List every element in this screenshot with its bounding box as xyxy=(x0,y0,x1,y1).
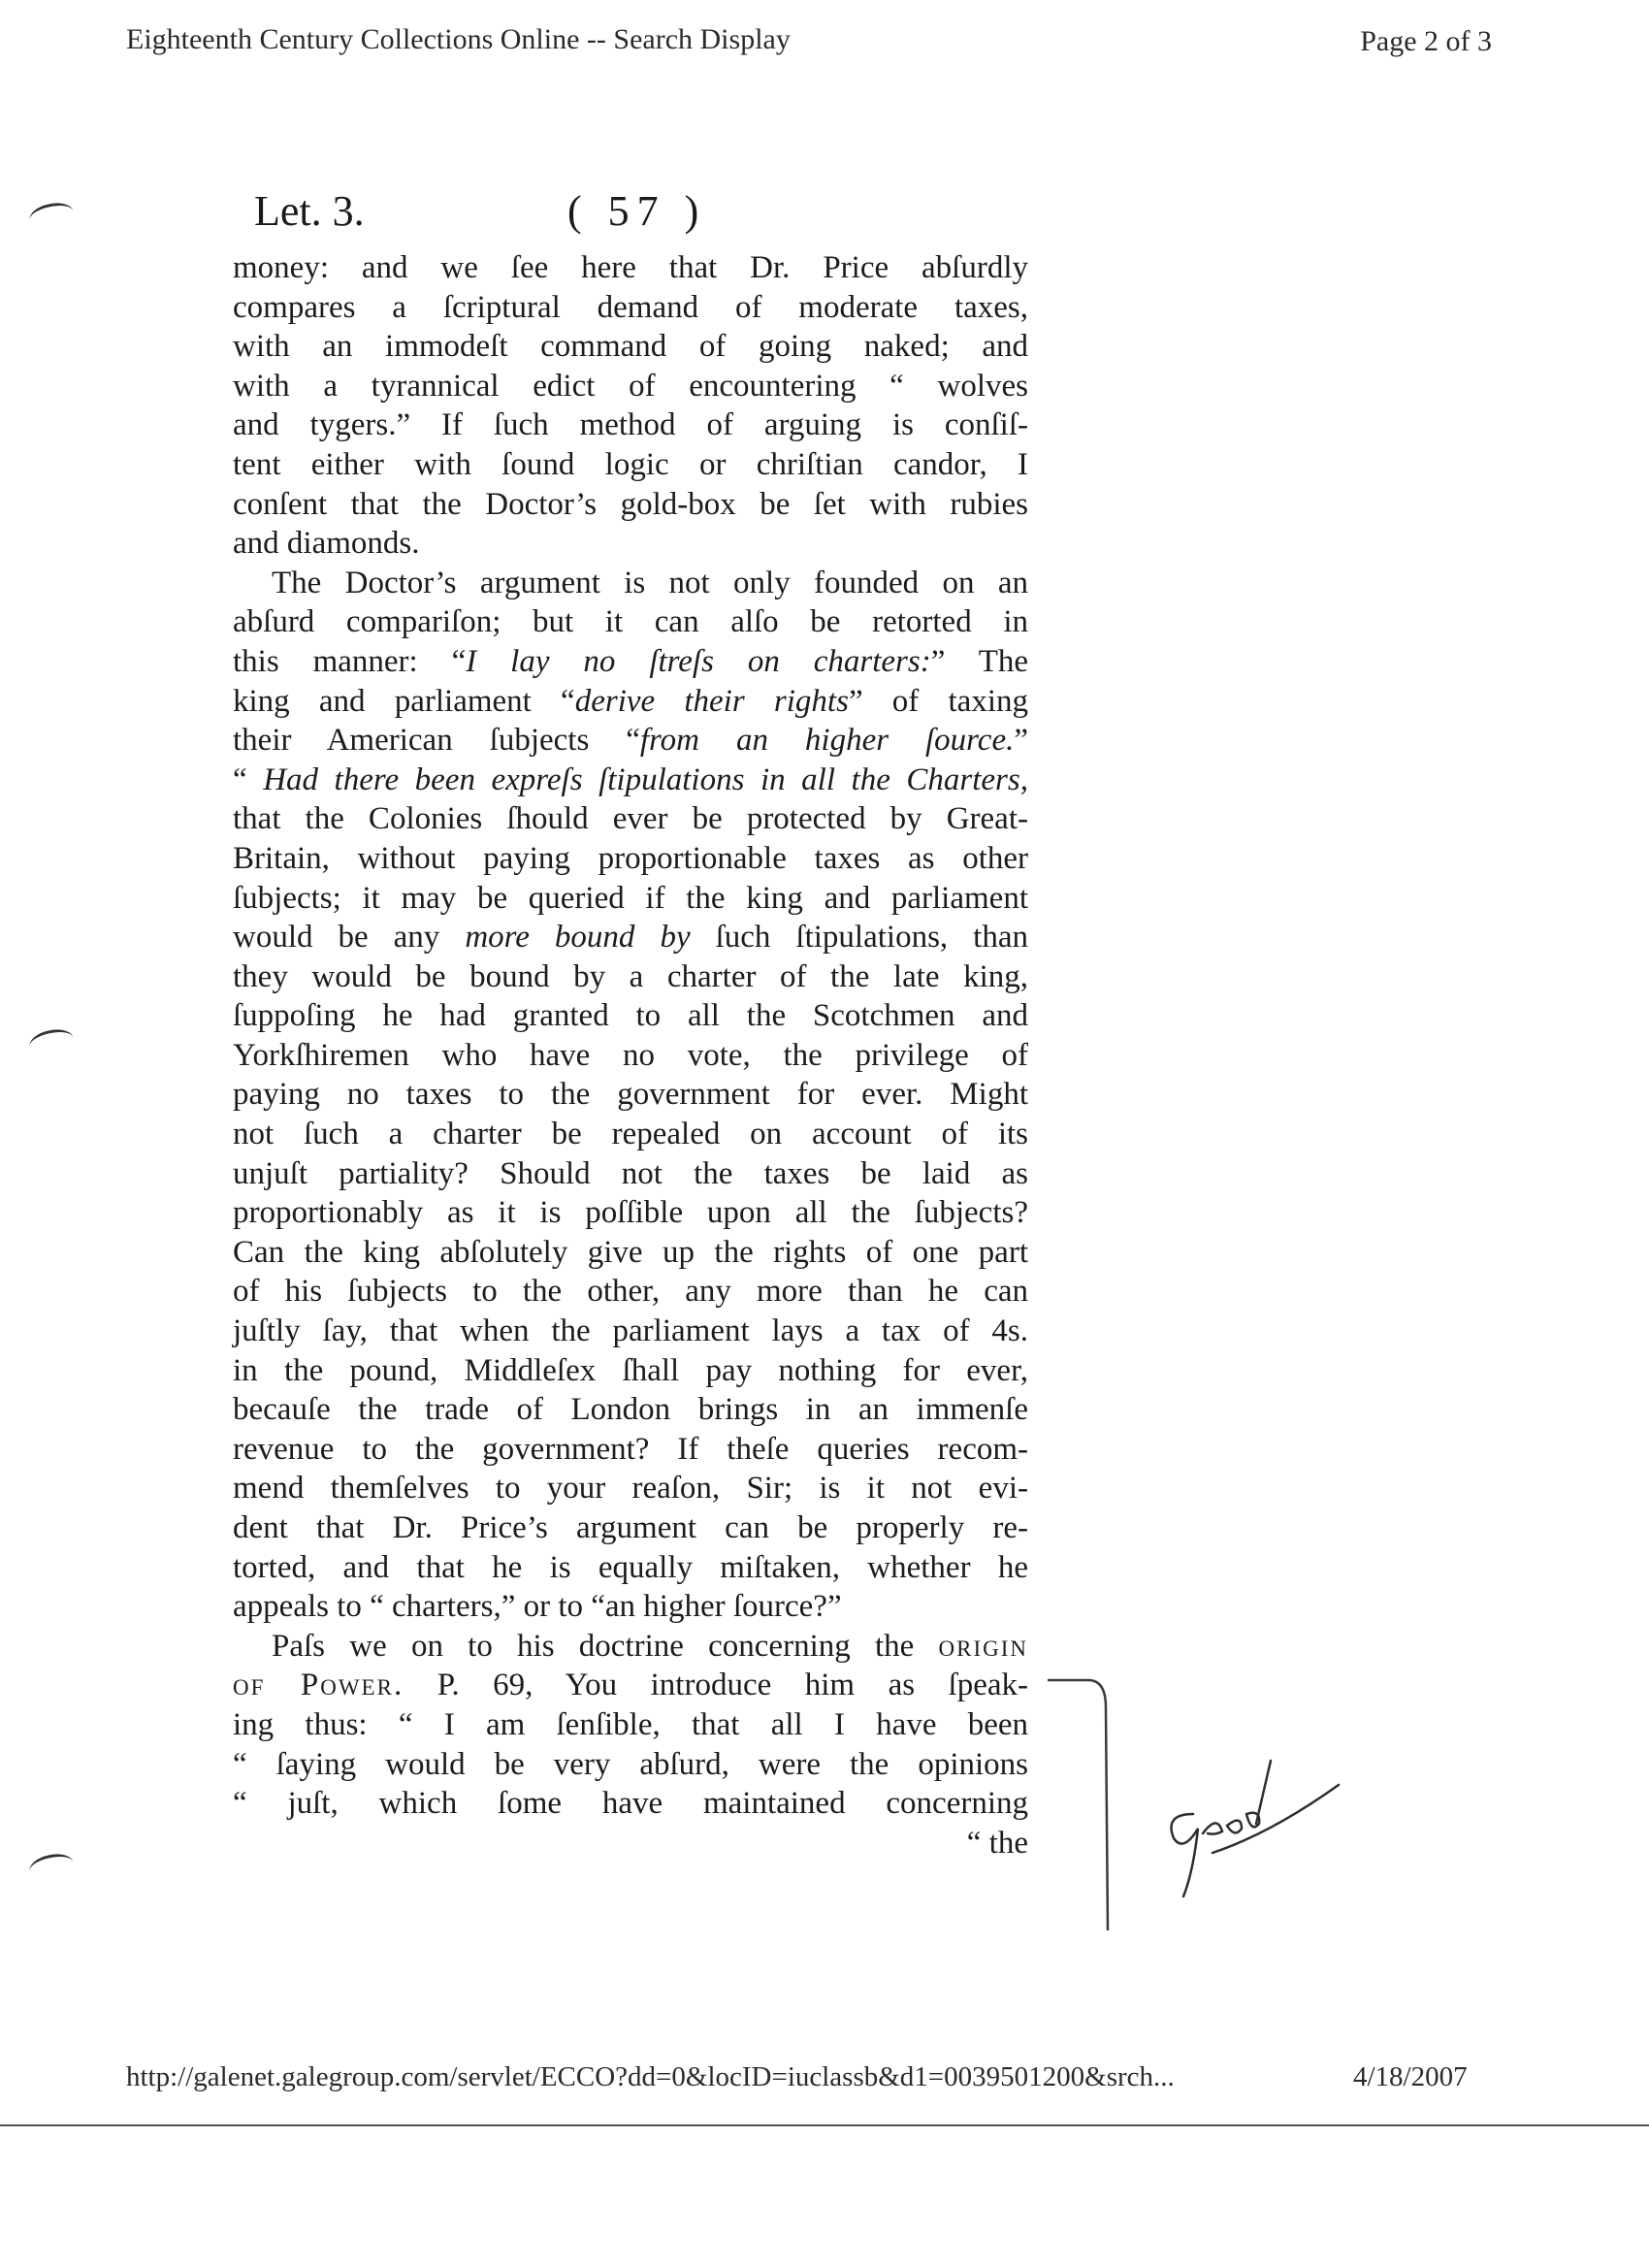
print-header xyxy=(0,23,1649,72)
text-line xyxy=(233,1745,1028,1785)
text-run: money: and we ſee here that Dr. Price abſurdly xyxy=(233,250,1028,285)
text-run: torted, and that he is equally miſtaken, whether he xyxy=(233,1549,1028,1585)
text-line xyxy=(233,1548,1028,1588)
letter-number: Let. 3. xyxy=(254,187,365,235)
text-run: from an higher ſource. xyxy=(639,723,1015,759)
text-line xyxy=(233,1705,1028,1745)
text-line xyxy=(233,248,1028,288)
text-line xyxy=(233,367,1028,406)
text-run: they would be bound by a charter of the late king, xyxy=(233,958,1028,994)
text-line xyxy=(233,485,1028,525)
text-line xyxy=(233,1036,1028,1076)
text-line xyxy=(233,1824,1028,1863)
text-line xyxy=(233,1075,1028,1115)
running-head xyxy=(233,184,1028,248)
text-line xyxy=(233,1154,1028,1194)
text-line xyxy=(233,1233,1028,1273)
text-line xyxy=(233,996,1028,1036)
text-run: Had there been expreſs ſtipulations in all the Charters, xyxy=(263,761,1028,797)
text-line xyxy=(233,957,1028,997)
text-run: Yorkſhiremen who have no vote, the privilege of xyxy=(233,1037,1028,1073)
print-date: 4/18/2007 xyxy=(1353,2061,1468,2092)
text-line xyxy=(233,1193,1028,1233)
text-run: of Power. xyxy=(233,1668,404,1703)
page-title: Eighteenth Century Collections Online -- Search Display xyxy=(126,23,791,55)
text-run: that the Colonies ſhould ever be protected by Great- xyxy=(233,801,1028,837)
text-run: ” xyxy=(1014,723,1028,759)
text-run: in the pound, Middleſex ſhall pay nothing for ever, xyxy=(233,1352,1028,1388)
handwritten-annotation xyxy=(1048,1669,1358,1940)
scanned-book-page xyxy=(233,184,1028,1863)
text-run: “ juſt, which ſome have maintained concerning xyxy=(233,1786,1028,1822)
text-run: compares a ſcriptural demand of moderate taxes, xyxy=(233,289,1028,325)
text-run: this manner: “ xyxy=(233,643,467,679)
hole-punch-mark xyxy=(27,199,76,232)
text-line xyxy=(233,1351,1028,1391)
text-line xyxy=(233,839,1028,879)
text-run: ſuch ſtipulations, than xyxy=(690,920,1028,956)
source-url: http://galenet.galegroup.com/servlet/ECCO?dd=0&locID=iuclassb&d1=0039501200&srch... xyxy=(126,2061,1175,2092)
text-run: with an immodeſt command of going naked; and xyxy=(233,329,1028,365)
text-run: and tygers.” If ſuch method of arguing is conſiſ- xyxy=(233,407,1028,443)
text-line xyxy=(233,1587,1028,1627)
text-run: ” of taxing xyxy=(848,683,1028,719)
text-run: with a tyrannical edict of encountering “ wolves xyxy=(233,368,1028,404)
text-run: “ xyxy=(233,761,264,797)
text-line xyxy=(233,564,1028,603)
text-line xyxy=(233,1430,1028,1470)
text-line xyxy=(233,1508,1028,1548)
text-line xyxy=(233,445,1028,485)
text-line xyxy=(233,602,1028,642)
text-run: becauſe the trade of London brings in an immenſe xyxy=(233,1392,1028,1428)
body-text xyxy=(233,248,1028,1863)
text-run: dent that Dr. Price’s argument can be properly re- xyxy=(233,1510,1028,1545)
annotation-word: good xyxy=(1242,1843,1244,1844)
text-run: ing thus: “ I am ſenſible, that all I have been xyxy=(233,1706,1028,1742)
text-run: Can the king abſolutely give up the rights of one part xyxy=(233,1234,1028,1270)
text-run: would be any xyxy=(233,920,466,956)
text-run: Paſs we on to his doctrine concerning the xyxy=(272,1628,939,1664)
text-run: of his ſubjects to the other, any more than he can xyxy=(233,1274,1028,1310)
handwritten-word xyxy=(1172,1761,1340,1896)
print-footer xyxy=(0,2061,1649,2100)
text-run: more bound by xyxy=(465,920,691,956)
text-run: appeals to “ charters,” or to “an higher ſource?” xyxy=(233,1589,842,1625)
text-run: I lay no ſtreſs on charters: xyxy=(466,643,931,679)
text-line xyxy=(233,1312,1028,1351)
text-line xyxy=(233,1272,1028,1312)
page-count: Page 2 of 3 xyxy=(1360,25,1492,57)
text-run: ſubjects; it may be queried if the king and parliament xyxy=(233,880,1028,916)
text-line xyxy=(233,524,1028,564)
hole-punch-mark xyxy=(27,1850,76,1883)
text-run: not ſuch a charter be repealed on account of its xyxy=(233,1117,1028,1152)
hole-punch-mark xyxy=(27,1025,76,1058)
text-run: P. 69, You introduce him as ſpeak- xyxy=(404,1668,1028,1703)
footer-rule xyxy=(0,2124,1649,2126)
text-line xyxy=(233,761,1028,800)
text-run: and diamonds. xyxy=(233,526,420,562)
text-run: juſtly ſay, that when the parliament lays a tax of 4s. xyxy=(233,1313,1028,1349)
text-line xyxy=(233,1666,1028,1705)
book-page-number: ( 57 ) xyxy=(567,187,707,235)
text-line xyxy=(233,879,1028,919)
text-run: king and parliament “ xyxy=(233,683,575,719)
text-line xyxy=(233,288,1028,328)
text-run: tent either with ſound logic or chriſtian candor, I xyxy=(233,446,1028,482)
text-line xyxy=(233,1390,1028,1430)
text-run: unjuſt partiality? Should not the taxes be laid as xyxy=(233,1155,1028,1191)
text-run: ” The xyxy=(930,643,1028,679)
text-line xyxy=(233,1469,1028,1508)
text-run: derive their rights xyxy=(574,683,849,719)
text-line xyxy=(233,642,1028,682)
text-line xyxy=(233,1627,1028,1667)
text-run: mend themſelves to your reaſon, Sir; is it not evi- xyxy=(233,1471,1028,1507)
text-line xyxy=(233,918,1028,957)
text-line xyxy=(233,1784,1028,1824)
text-run: proportionably as it is poſſible upon all the ſubjects? xyxy=(233,1195,1028,1231)
text-run: origin xyxy=(938,1628,1028,1664)
text-run: Britain, without paying proportionable taxes as other xyxy=(233,840,1028,876)
text-line xyxy=(233,682,1028,722)
text-line xyxy=(233,721,1028,761)
text-run: revenue to the government? If theſe queries recom- xyxy=(233,1431,1028,1467)
text-run: ſuppoſing he had granted to all the Scotchmen and xyxy=(233,998,1028,1034)
text-run: “ ſaying would be very abſurd, were the opinions xyxy=(233,1746,1028,1782)
text-run: their American ſubjects “ xyxy=(233,723,640,759)
text-line xyxy=(233,327,1028,367)
text-run: “ the xyxy=(966,1825,1028,1861)
text-run: conſent that the Doctor’s gold-box be ſet with rubies xyxy=(233,486,1028,522)
text-line xyxy=(233,799,1028,839)
text-run: paying no taxes to the government for ever. Might xyxy=(233,1077,1028,1113)
text-run: The Doctor’s argument is not only founded on an xyxy=(272,565,1028,600)
text-line xyxy=(233,405,1028,445)
margin-bracket xyxy=(1048,1680,1108,1930)
text-run: abſurd compariſon; but it can alſo be retorted in xyxy=(233,604,1028,640)
text-line xyxy=(233,1115,1028,1154)
